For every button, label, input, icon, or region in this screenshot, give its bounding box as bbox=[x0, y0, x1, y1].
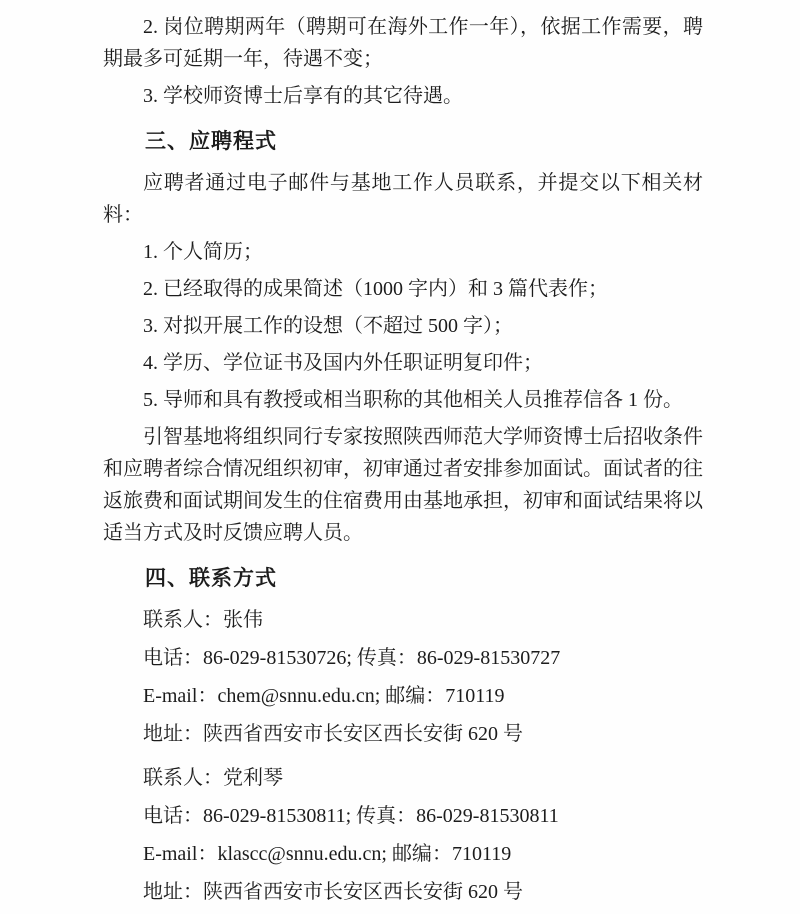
colon-separator: ： bbox=[197, 685, 218, 707]
phone-label: 电话 bbox=[143, 647, 183, 669]
list-item: 3. 对拟开展工作的设想（不超过 500 字）； bbox=[143, 315, 513, 337]
fax-number: 86-029-81530727 bbox=[416, 647, 561, 669]
colon-separator: ： bbox=[396, 805, 417, 827]
address-label: 地址 bbox=[143, 723, 183, 745]
list-item: 2. 已经取得的成果简述（1000 字内）和 3 篇代表作； bbox=[143, 278, 608, 300]
contact-person-name: 张伟 bbox=[223, 609, 263, 631]
colon-separator: ： bbox=[197, 843, 218, 865]
contact-person-label: 联系人 bbox=[143, 609, 203, 631]
address-text: 陕西省西安市长安区西长安街 620 号 bbox=[203, 881, 523, 903]
semicolon-separator: ; bbox=[381, 843, 392, 865]
phone-label: 电话 bbox=[143, 805, 183, 827]
contact-address-line bbox=[103, 718, 703, 750]
contact-address-line bbox=[103, 876, 703, 908]
semicolon-separator: ; bbox=[346, 647, 357, 669]
colon-separator: ： bbox=[203, 609, 223, 631]
paragraph: 引智基地将组织同行专家按照陕西师范大学师资博士后招收条件和应聘者综合情况组织初审，初审通过者安排参加面试。面试者的往返旅费和面试期间发生的住宿费用由基地承担，初审和面试结果将以适当方式及时反馈应聘人员。 bbox=[103, 426, 703, 544]
semicolon-separator: ; bbox=[345, 805, 357, 827]
contact-person-line bbox=[103, 604, 703, 636]
colon-separator: ： bbox=[425, 685, 446, 707]
section-heading-application-procedure: 三、应聘程式 bbox=[145, 130, 277, 153]
email-label: E-mail bbox=[143, 685, 198, 707]
address-label: 地址 bbox=[143, 881, 183, 903]
list-item: 1. 个人简历； bbox=[143, 241, 263, 263]
colon-separator: ： bbox=[203, 767, 223, 789]
list-item: 3. 学校师资博士后享有的其它待遇。 bbox=[143, 85, 463, 107]
list-item: 4. 学历、学位证书及国内外任职证明复印件； bbox=[143, 352, 543, 374]
contact-person-line bbox=[103, 762, 703, 794]
phone-number: 86-029-81530726 bbox=[203, 647, 347, 669]
contact-phone-line bbox=[103, 800, 703, 832]
fax-number: 86-029-81530811 bbox=[416, 805, 559, 827]
contact-person-label: 联系人 bbox=[143, 767, 203, 789]
email-address: klascc@snnu.edu.cn bbox=[217, 843, 382, 865]
postal-code: 710119 bbox=[451, 843, 512, 865]
list-item: 2. 岗位聘期两年（聘期可在海外工作一年），依据工作需要，聘期最多可延期一年，待遇不变； bbox=[103, 16, 703, 70]
colon-separator: ： bbox=[431, 843, 452, 865]
contact-email-line bbox=[103, 838, 703, 870]
phone-number: 86-029-81530811 bbox=[203, 805, 346, 827]
contact-email-line bbox=[103, 680, 703, 712]
contact-phone-line bbox=[103, 642, 703, 674]
email-label: E-mail bbox=[143, 843, 198, 865]
postal-label: 邮编 bbox=[385, 685, 426, 707]
colon-separator: ： bbox=[183, 647, 203, 669]
colon-separator: ： bbox=[396, 647, 417, 669]
postal-code: 710119 bbox=[445, 685, 505, 707]
section-heading-contact-info: 四、联系方式 bbox=[145, 567, 277, 590]
contact-group bbox=[103, 762, 703, 908]
colon-separator: ： bbox=[183, 881, 203, 903]
fax-label: 传真 bbox=[356, 805, 397, 827]
paragraph: 应聘者通过电子邮件与基地工作人员联系，并提交以下相关材料： bbox=[103, 172, 703, 226]
colon-separator: ： bbox=[183, 723, 203, 745]
fax-label: 传真 bbox=[356, 647, 397, 669]
semicolon-separator: ; bbox=[374, 685, 386, 707]
list-item: 5. 导师和具有教授或相当职称的其他相关人员推荐信各 1 份。 bbox=[143, 389, 683, 411]
contact-person-name: 党利琴 bbox=[223, 767, 283, 789]
address-text: 陕西省西安市长安区西长安街 620 号 bbox=[203, 723, 523, 745]
colon-separator: ： bbox=[183, 805, 203, 827]
email-address: chem@snnu.edu.cn bbox=[217, 685, 375, 707]
contact-group bbox=[103, 604, 703, 750]
postal-label: 邮编 bbox=[391, 843, 432, 865]
